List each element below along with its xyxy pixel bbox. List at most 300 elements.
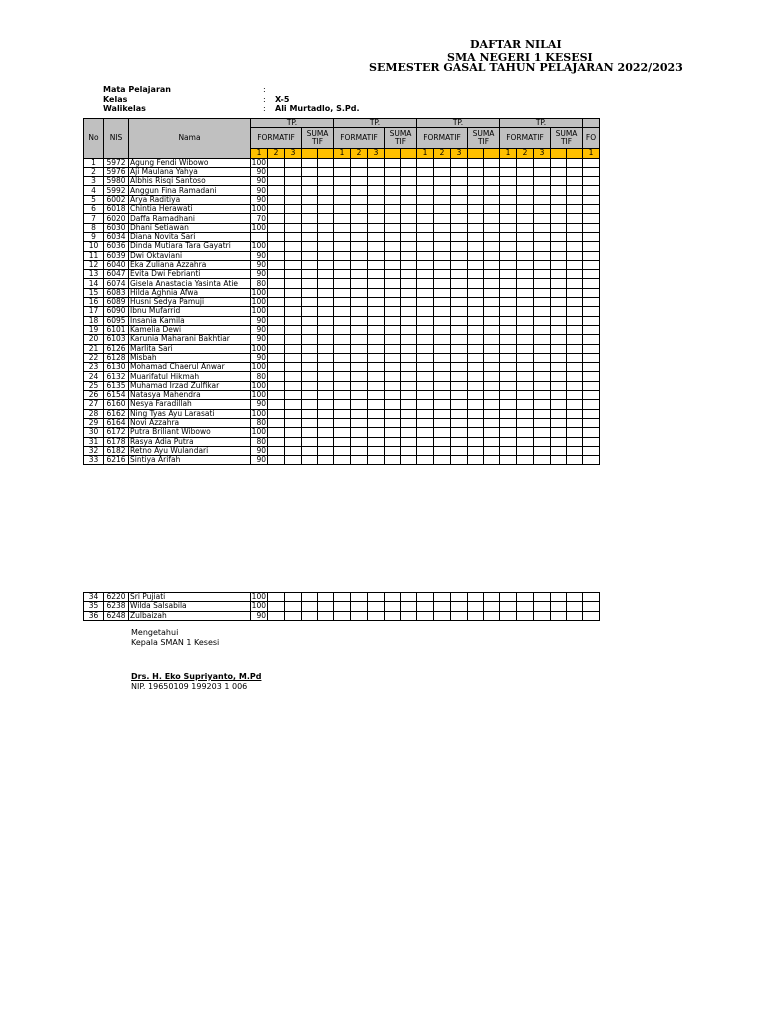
grade-cell [285, 223, 302, 232]
grade-cell [551, 167, 567, 176]
grade-cell [517, 353, 534, 362]
sub-number: 3 [451, 149, 468, 158]
row-no: 28 [84, 409, 104, 418]
grade-cell [318, 214, 334, 223]
table-row [84, 288, 600, 297]
row-nama: Daffa Ramadhani [129, 214, 251, 223]
row-nilai: 90 [251, 195, 268, 204]
table-row [84, 593, 600, 602]
grade-cell [551, 158, 567, 167]
grade-cell [551, 307, 567, 316]
grade-cell [318, 251, 334, 260]
grade-cell [334, 611, 351, 620]
sumatif-label-line: TIF [311, 137, 324, 147]
grade-cell [534, 270, 551, 279]
grade-cell [534, 391, 551, 400]
grade-cell [285, 242, 302, 251]
grade-cell [351, 363, 368, 372]
grade-cell [351, 205, 368, 214]
grade-cell [484, 372, 500, 381]
grade-cell [500, 223, 517, 232]
grade-cell [551, 270, 567, 279]
grade-cell [268, 167, 285, 176]
grade-cell [500, 400, 517, 409]
row-no: 16 [84, 298, 104, 307]
grade-cell [334, 409, 351, 418]
grade-cell [368, 279, 385, 288]
grade-cell [417, 344, 434, 353]
grade-cell [368, 344, 385, 353]
grade-cell [285, 260, 302, 269]
grade-cell [583, 307, 600, 316]
row-no: 5 [84, 195, 104, 204]
row-nis: 6172 [104, 428, 129, 437]
grade-cell [334, 214, 351, 223]
grade-cell [484, 214, 500, 223]
grade-cell [318, 298, 334, 307]
grade-cell [468, 418, 484, 427]
grade-cell [334, 307, 351, 316]
grade-cell [351, 195, 368, 204]
sub-number-blank [567, 149, 583, 158]
row-nilai: 80 [251, 437, 268, 446]
grade-cell [401, 214, 417, 223]
grade-cell [517, 205, 534, 214]
grade-cell [318, 177, 334, 186]
grade-cell [368, 195, 385, 204]
table-row [84, 205, 600, 214]
row-nilai: 90 [251, 270, 268, 279]
grade-cell [385, 593, 401, 602]
grade-cell [401, 167, 417, 176]
grade-cell [434, 223, 451, 232]
row-no: 32 [84, 446, 104, 455]
grade-cell [318, 353, 334, 362]
grade-cell [302, 437, 318, 446]
grade-cell [318, 381, 334, 390]
grade-cell [268, 428, 285, 437]
sub-number: 3 [534, 149, 551, 158]
grade-cell [434, 232, 451, 241]
grade-cell [285, 205, 302, 214]
grade-cell [417, 611, 434, 620]
grade-cell [434, 593, 451, 602]
table-row [84, 325, 600, 334]
grade-cell [551, 602, 567, 611]
grade-cell [285, 158, 302, 167]
grade-cell [500, 593, 517, 602]
grade-cell [551, 316, 567, 325]
grade-cell [567, 298, 583, 307]
grade-cell [551, 381, 567, 390]
grade-cell [583, 409, 600, 418]
row-nilai: 90 [251, 611, 268, 620]
row-nama: Diana Novita Sari [129, 232, 251, 241]
sumatif-label-line: TIF [477, 137, 490, 147]
grade-cell [385, 381, 401, 390]
row-nama: Zulbaizah [129, 611, 251, 620]
grade-cell [401, 335, 417, 344]
grade-cell [583, 195, 600, 204]
grade-cell [351, 446, 368, 455]
grade-cell [583, 186, 600, 195]
grade-cell [401, 205, 417, 214]
grade-cell [583, 446, 600, 455]
grade-cell [318, 242, 334, 251]
grade-cell [368, 428, 385, 437]
grade-cell [567, 428, 583, 437]
grade-cell [417, 251, 434, 260]
grade-cell [468, 437, 484, 446]
row-nama: Ibnu Mufarrid [129, 307, 251, 316]
grade-cell [351, 418, 368, 427]
row-nama: Dhani Setiawan [129, 223, 251, 232]
grade-cell [285, 409, 302, 418]
grade-cell [567, 344, 583, 353]
grade-cell [500, 186, 517, 195]
grade-cell [368, 602, 385, 611]
row-nis: 6030 [104, 223, 129, 232]
grade-cell [268, 242, 285, 251]
grade-cell [368, 372, 385, 381]
grade-cell [551, 418, 567, 427]
row-no: 2 [84, 167, 104, 176]
grade-cell [567, 418, 583, 427]
table-row [84, 279, 600, 288]
grade-cell [351, 611, 368, 620]
grade-cell [368, 335, 385, 344]
grade-cell [434, 381, 451, 390]
grade-cell [268, 391, 285, 400]
grade-cell [567, 205, 583, 214]
grade-cell [517, 298, 534, 307]
grade-cell [551, 391, 567, 400]
grade-cell [484, 158, 500, 167]
grade-cell [385, 195, 401, 204]
grade-cell [567, 279, 583, 288]
grade-cell [551, 344, 567, 353]
grade-cell [500, 335, 517, 344]
grade-cell [417, 446, 434, 455]
grade-cell [451, 428, 468, 437]
grade-cell [318, 325, 334, 334]
grade-cell [417, 335, 434, 344]
grade-cell [468, 298, 484, 307]
grade-cell [302, 400, 318, 409]
grade-cell [268, 251, 285, 260]
grade-cell [567, 593, 583, 602]
grade-cell [500, 363, 517, 372]
grade-cell [484, 325, 500, 334]
grade-cell [567, 353, 583, 362]
row-nama: Natasya Mahendra [129, 391, 251, 400]
grade-cell [302, 214, 318, 223]
grade-cell [351, 214, 368, 223]
grade-cell [318, 158, 334, 167]
grade-cell [302, 242, 318, 251]
row-nis: 6103 [104, 335, 129, 344]
grade-cell [500, 288, 517, 297]
grade-cell [334, 602, 351, 611]
grade-cell [334, 167, 351, 176]
grade-cell [401, 353, 417, 362]
grade-cell [451, 158, 468, 167]
row-nilai: 70 [251, 214, 268, 223]
grade-cell [268, 298, 285, 307]
grade-cell [385, 288, 401, 297]
grade-cell [285, 335, 302, 344]
grade-cell [334, 232, 351, 241]
sub-number: 1 [251, 149, 268, 158]
grade-cell [484, 167, 500, 176]
grade-cell [318, 335, 334, 344]
grade-cell [451, 195, 468, 204]
grade-cell [567, 242, 583, 251]
grade-cell [468, 400, 484, 409]
grade-cell [484, 232, 500, 241]
grade-cell [500, 214, 517, 223]
grade-cell [285, 602, 302, 611]
grade-cell [583, 242, 600, 251]
grade-cell [451, 223, 468, 232]
table-row [84, 158, 600, 167]
grade-cell [285, 446, 302, 455]
grade-cell [517, 409, 534, 418]
row-nama: Muarifatul Hikmah [129, 372, 251, 381]
grade-cell [468, 316, 484, 325]
grade-cell [451, 279, 468, 288]
grade-cell [351, 372, 368, 381]
grade-cell [401, 186, 417, 195]
row-no: 15 [84, 288, 104, 297]
grade-cell [551, 223, 567, 232]
grade-cell [351, 298, 368, 307]
grade-cell [417, 363, 434, 372]
grade-cell [268, 456, 285, 465]
grade-cell [318, 409, 334, 418]
grade-cell [434, 335, 451, 344]
grade-cell [368, 325, 385, 334]
grade-cell [268, 446, 285, 455]
grade-cell [417, 428, 434, 437]
grade-cell [468, 381, 484, 390]
row-nama: Gisela Anastacia Yasinta Atie [129, 279, 251, 288]
grade-cell [318, 260, 334, 269]
grade-cell [351, 186, 368, 195]
grade-cell [451, 363, 468, 372]
grade-cell [534, 177, 551, 186]
grade-cell [285, 363, 302, 372]
grade-cell [468, 232, 484, 241]
grade-cell [551, 372, 567, 381]
grade-cell [302, 279, 318, 288]
grade-cell [302, 381, 318, 390]
grade-cell [551, 456, 567, 465]
grade-cell [484, 251, 500, 260]
grade-cell [368, 214, 385, 223]
grade-cell [401, 602, 417, 611]
grade-cell [567, 214, 583, 223]
grade-cell [517, 325, 534, 334]
grade-cell [468, 167, 484, 176]
grade-cell [368, 409, 385, 418]
grade-cell [368, 167, 385, 176]
grade-cell [551, 325, 567, 334]
grade-cell [417, 167, 434, 176]
grade-cell [302, 307, 318, 316]
formatif-header: FORMATIF [251, 128, 302, 149]
row-no: 24 [84, 372, 104, 381]
grade-cell [302, 391, 318, 400]
grade-cell [534, 400, 551, 409]
grade-cell [302, 372, 318, 381]
grade-cell [302, 316, 318, 325]
grade-cell [500, 456, 517, 465]
grade-cell [468, 195, 484, 204]
grade-cell [385, 372, 401, 381]
sub-number-blank [385, 149, 401, 158]
grade-cell [434, 288, 451, 297]
grade-cell [302, 325, 318, 334]
grade-cell [583, 167, 600, 176]
grade-cell [484, 316, 500, 325]
row-nama: Retno Ayu Wulandari [129, 446, 251, 455]
grade-cell [434, 437, 451, 446]
grade-cell [302, 602, 318, 611]
grade-cell [368, 418, 385, 427]
grade-cell [401, 611, 417, 620]
grade-cell [583, 456, 600, 465]
row-nama: Arya Raditiya [129, 195, 251, 204]
tp-header-partial [583, 119, 600, 128]
grade-cell [551, 288, 567, 297]
grade-cell [583, 205, 600, 214]
row-nama: Rasya Adia Putra [129, 437, 251, 446]
row-nilai: 100 [251, 306, 266, 316]
grade-cell [534, 223, 551, 232]
grade-cell [385, 214, 401, 223]
grade-cell [285, 298, 302, 307]
grade-cell [401, 316, 417, 325]
grade-cell [551, 446, 567, 455]
grade-cell [351, 177, 368, 186]
row-nama: Karunia Maharani Bakhtiar [129, 335, 251, 344]
grade-cell [417, 232, 434, 241]
grade-cell [484, 446, 500, 455]
table-row [84, 186, 600, 195]
grade-cell [417, 400, 434, 409]
grade-cell [318, 456, 334, 465]
grade-cell [468, 335, 484, 344]
grade-cell [500, 409, 517, 418]
header-row [84, 119, 600, 128]
grade-cell [434, 418, 451, 427]
grade-cell [285, 381, 302, 390]
grade-cell [500, 418, 517, 427]
grade-cell [351, 242, 368, 251]
table-row [84, 446, 600, 455]
sumatif-label-line: TIF [394, 137, 407, 147]
row-nis: 5992 [104, 186, 129, 195]
formatif-header: FORMATIF [500, 128, 551, 149]
grade-cell [551, 251, 567, 260]
grade-cell [567, 158, 583, 167]
grade-cell [500, 270, 517, 279]
row-nis: 6216 [104, 456, 129, 465]
grade-cell [285, 316, 302, 325]
grade-cell [334, 344, 351, 353]
row-nilai: 100 [251, 362, 266, 372]
grade-cell [334, 437, 351, 446]
grade-cell [417, 223, 434, 232]
grade-cell [517, 186, 534, 195]
grade-cell [583, 251, 600, 260]
row-nama: Aji Maulana Yahya [129, 167, 251, 176]
grade-cell [517, 418, 534, 427]
grade-cell [451, 325, 468, 334]
grade-cell [534, 167, 551, 176]
grade-cell [451, 602, 468, 611]
grade-cell [401, 260, 417, 269]
grade-cell [451, 260, 468, 269]
grade-cell [468, 409, 484, 418]
grade-cell [500, 242, 517, 251]
row-no: 12 [84, 260, 104, 269]
grade-cell [484, 307, 500, 316]
grade-cell [368, 611, 385, 620]
grade-cell [534, 409, 551, 418]
table-row [84, 400, 600, 409]
grade-cell [500, 611, 517, 620]
row-no: 6 [84, 205, 104, 214]
row-nilai: 80 [251, 418, 268, 427]
grade-table-continued [83, 592, 600, 621]
grade-cell [551, 242, 567, 251]
grade-cell [334, 456, 351, 465]
row-no: 20 [84, 335, 104, 344]
row-no: 18 [84, 316, 104, 325]
grade-cell [567, 381, 583, 390]
grade-cell [567, 602, 583, 611]
grade-cell [468, 344, 484, 353]
row-no: 30 [84, 428, 104, 437]
row-nama: Ning Tyas Ayu Larasati [129, 409, 251, 418]
grade-cell [385, 353, 401, 362]
grade-cell [318, 223, 334, 232]
sub-number: 2 [268, 149, 285, 158]
grade-cell [351, 279, 368, 288]
table-row [84, 602, 600, 611]
grade-cell [368, 381, 385, 390]
grade-cell [285, 251, 302, 260]
grade-cell [434, 372, 451, 381]
grade-cell [268, 437, 285, 446]
grade-cell [583, 400, 600, 409]
grade-cell [567, 316, 583, 325]
row-nilai: 80 [251, 372, 268, 381]
grade-cell [302, 611, 318, 620]
grade-cell [583, 391, 600, 400]
grade-cell [517, 344, 534, 353]
grade-cell [567, 437, 583, 446]
grade-cell [268, 186, 285, 195]
row-no: 23 [84, 363, 104, 372]
sub-number: 1 [334, 149, 351, 158]
sub-number-blank [484, 149, 500, 158]
grade-cell [451, 446, 468, 455]
grade-cell [351, 158, 368, 167]
grade-cell [551, 232, 567, 241]
